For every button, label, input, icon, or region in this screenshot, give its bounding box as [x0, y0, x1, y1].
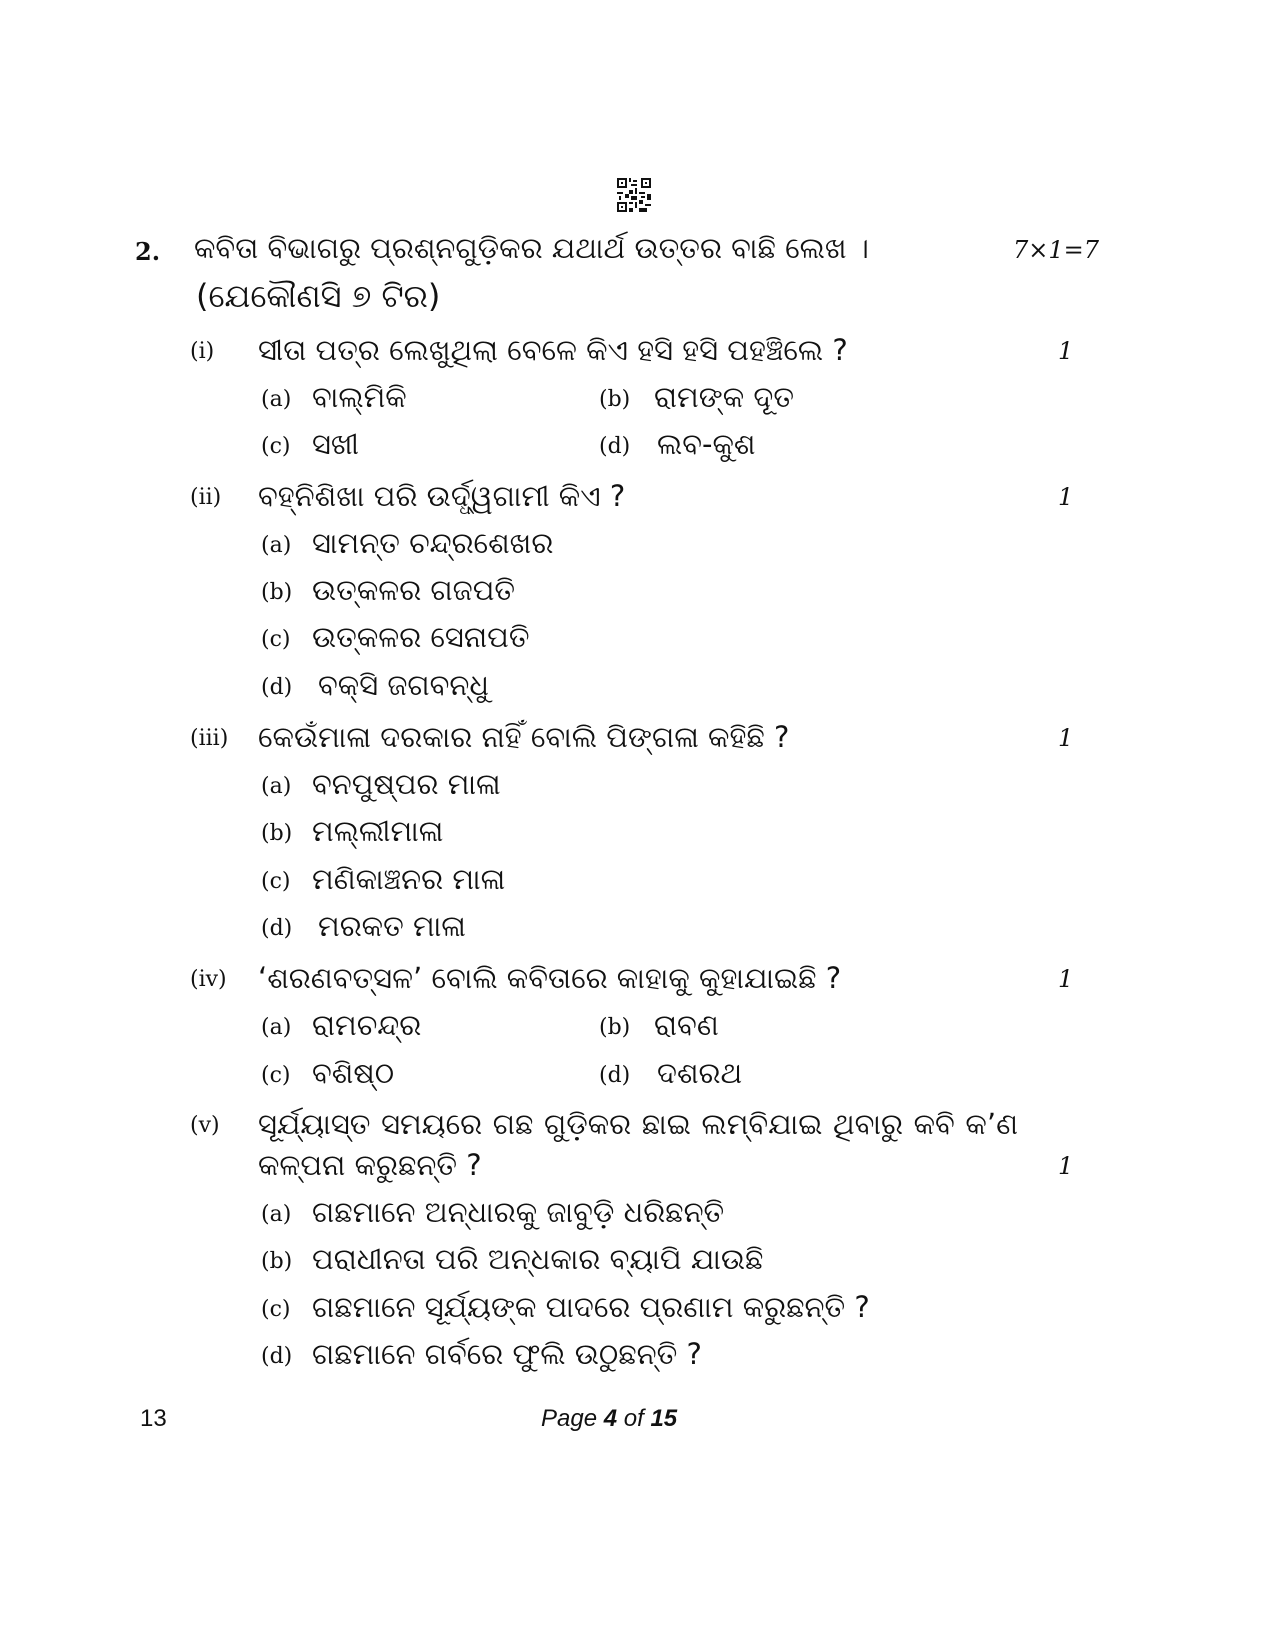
option-text: ମରକତ ମାଳା	[318, 909, 466, 943]
option-text: ରାବଣ	[654, 1008, 719, 1042]
option-label: (d)	[599, 1063, 631, 1088]
page-of: of	[617, 1405, 651, 1432]
option-label: (d)	[599, 434, 631, 459]
sub-question-text: ‘ଶରଣବତ୍ସଳ’ ବୋଲି କବିତାରେ କାହାକୁ କୁହାଯାଇଛି ?	[258, 961, 842, 995]
option-label: (c)	[261, 869, 291, 894]
option-label: (d)	[261, 675, 293, 700]
option-text: ଗଛମାନେ ସୂର୍ଯ୍ୟଙ୍କ ପାଦରେ ପ୍ରଣାମ କରୁଛନ୍ତି ?	[312, 1290, 870, 1324]
sub-question-label: (ii)	[190, 485, 222, 510]
option-text: ମଲ୍ଲୀମାଳା	[312, 814, 444, 848]
option-text: ଗଛମାନେ ଅନ୍ଧାରକୁ ଜାବୁଡ଼ି ଧରିଛନ୍ତି	[312, 1195, 725, 1229]
page-prefix: Page	[541, 1405, 604, 1432]
option-label: (c)	[261, 627, 291, 652]
option-label: (c)	[261, 1297, 291, 1322]
option-text: ଦଶରଥ	[657, 1056, 743, 1090]
sub-question-label: (iv)	[190, 967, 227, 992]
option-label: (a)	[261, 387, 292, 412]
option-label: (d)	[261, 1344, 293, 1369]
sub-question-text-line2: କଳ୍ପନା କରୁଛନ୍ତି ?	[258, 1148, 482, 1182]
option-text: ଗଛମାନେ ଗର୍ବରେ ଫୁଲି ଉଠୁଛନ୍ତି ?	[312, 1337, 702, 1371]
option-text: ରାମଚନ୍ଦ୍ର	[312, 1008, 422, 1042]
sub-question-mark: 1	[1058, 965, 1074, 993]
option-label: (c)	[261, 1063, 291, 1088]
option-text: ବନପୁଷ୍ପର ମାଳା	[312, 767, 501, 801]
option-text: ସାମନ୍ତ ଚନ୍ଦ୍ରଶେଖର	[312, 526, 554, 560]
page-current: 4	[603, 1405, 618, 1432]
option-text: ପରାଧୀନତା ପରି ଅନ୍ଧକାର ବ୍ୟାପି ଯାଉଛି	[312, 1242, 764, 1276]
sub-question-mark: 1	[1058, 1152, 1074, 1180]
option-label: (a)	[261, 1202, 292, 1227]
sub-question-label: (v)	[190, 1113, 220, 1138]
sub-question-text: ବହ୍ନିଶିଖା ପରି ଉର୍ଦ୍ଧ୍ୱଗାମୀ କିଏ ?	[258, 479, 626, 513]
option-label: (a)	[261, 774, 292, 799]
sub-question-text: କେଉଁମାଳା ଦରକାର ନାହିଁ ବୋଲି ପିଙ୍ଗଳା କହିଛି ?	[258, 720, 790, 754]
option-text: ଉତ୍କଳର ସେନାପତି	[312, 620, 530, 654]
sub-question-mark: 1	[1058, 337, 1074, 365]
sub-question-mark: 1	[1058, 724, 1074, 752]
page-total: 15	[650, 1405, 678, 1432]
option-label: (b)	[599, 1015, 631, 1040]
option-text: ଉତ୍କଳର ଗଜପତି	[312, 573, 516, 607]
option-label: (b)	[261, 1249, 293, 1274]
page-indicator	[541, 1405, 677, 1433]
option-text: ଲବ-କୁଶ	[657, 427, 756, 461]
question-marks: 7×1=7	[1013, 236, 1100, 264]
sub-question-text-line1: ସୂର୍ଯ୍ୟାସ୍ତ ସମୟରେ ଗଛ ଗୁଡ଼ିକର ଛାଇ ଲମ୍ବିଯାଇ ଥିବାରୁ କବି କ’ଣ	[258, 1107, 1018, 1141]
sub-question-text: ସୀତା ପତ୍ର ଲେଖୁଥିଲା ବେଳେ କିଏ ହସି ହସି ପହଞ୍ଚିଲେ ?	[258, 333, 848, 367]
option-label: (a)	[261, 533, 292, 558]
option-label: (d)	[261, 916, 293, 941]
sub-question-mark: 1	[1058, 483, 1074, 511]
option-label: (c)	[261, 434, 291, 459]
question-instruction: କବିତା ବିଭାଗରୁ ପ୍ରଶ୍ନଗୁଡ଼ିକର ଯଥାର୍ଥ ଉତ୍ତର ବାଛି ଲେଖ ।	[194, 231, 869, 265]
paper-code: 13	[140, 1405, 167, 1432]
question-number: 2.	[135, 237, 161, 266]
option-text: ବଶିଷ୍ଠ	[312, 1056, 395, 1090]
option-text: ସଖୀ	[312, 427, 359, 461]
option-label: (b)	[599, 387, 631, 412]
option-label: (a)	[261, 1015, 292, 1040]
option-label: (b)	[261, 580, 293, 605]
sub-question-label: (iii)	[190, 726, 229, 751]
option-label: (b)	[261, 821, 293, 846]
question-subinstruction: (ଯେକୌଣସି ୭ ଟିର)	[196, 277, 441, 315]
sub-question-label: (i)	[190, 339, 215, 364]
option-text: ବକ୍ସି ଜଗବନ୍ଧୁ	[318, 668, 490, 702]
option-text: ବାଲ୍ମିକି	[312, 380, 407, 414]
option-text: ମଣିକାଞ୍ଚନର ମାଳା	[312, 862, 506, 896]
qr-code-icon	[617, 178, 651, 212]
option-text: ରାମଙ୍କ ଦୂତ	[654, 380, 795, 414]
